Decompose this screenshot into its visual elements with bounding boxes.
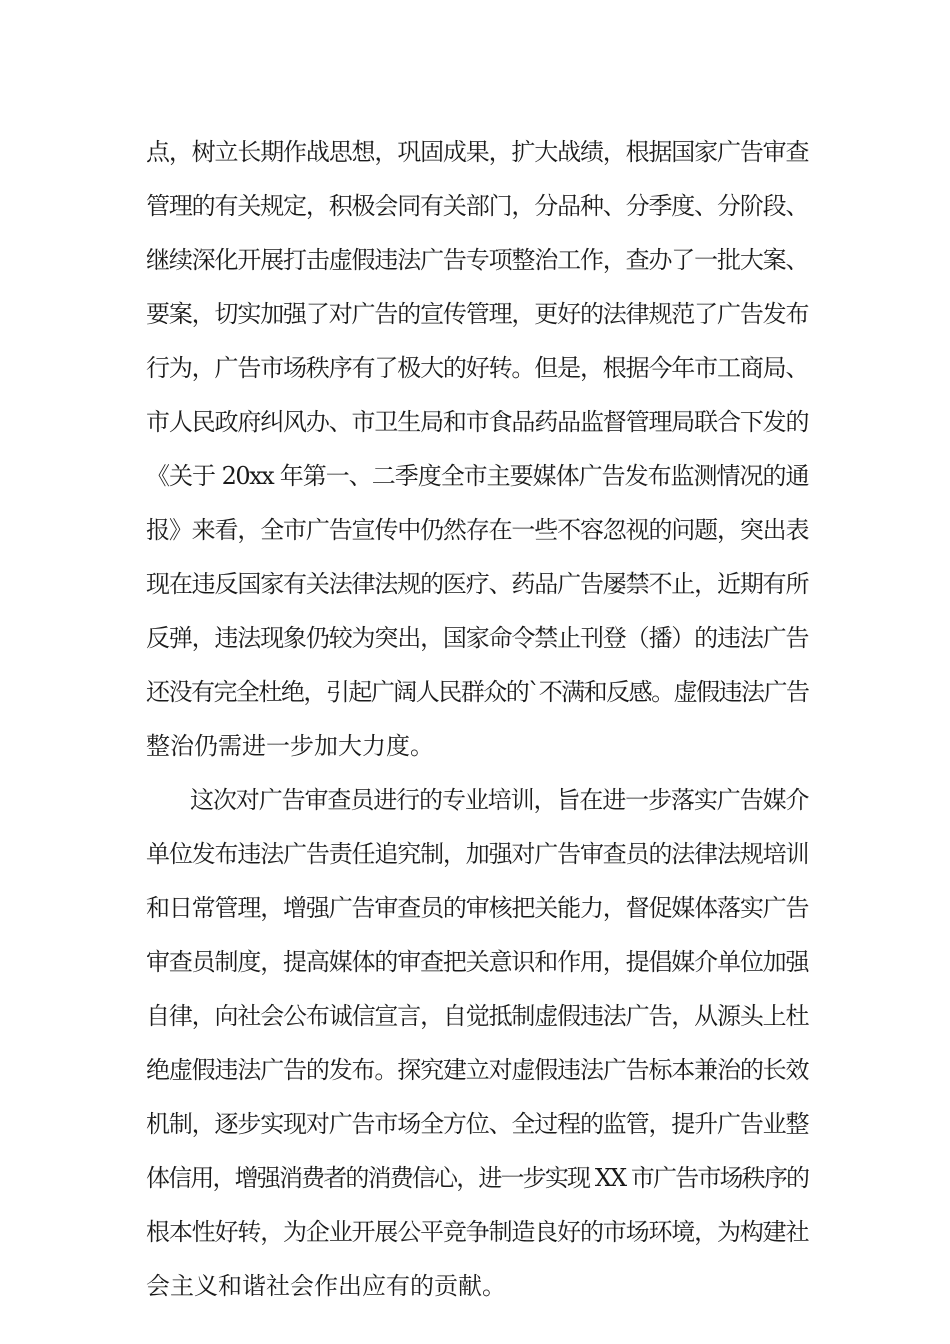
text-line: 根本性好转，为企业开展公平竞争制造良好的市场环境，为构建社: [146, 1218, 808, 1246]
text-line: 单位发布违法广告责任追究制，加强对广告审查员的法律法规培训: [146, 840, 808, 868]
text-line: 会主义和谐社会作出应有的贡献。: [146, 1272, 506, 1300]
text-line: 审查员制度，提高媒体的审查把关意识和作用，提倡媒介单位加强: [146, 948, 808, 976]
text-line: 现在违反国家有关法律法规的医疗、药品广告屡禁不止，近期有所: [146, 570, 808, 598]
text-line: 管理的有关规定，积极会同有关部门，分品种、分季度、分阶段、: [146, 192, 808, 220]
text-line: 自律，向社会公布诚信宣言，自觉抵制虚假违法广告，从源头上杜: [146, 1002, 808, 1030]
text-line: 整治仍需进一步加大力度。: [146, 732, 434, 760]
text-line: 还没有完全杜绝，引起广阔人民群众的`不满和反感。虚假违法广告: [146, 678, 808, 706]
text-line: 市人民政府纠风办、市卫生局和市食品药品监督管理局联合下发的: [146, 408, 808, 436]
text-line: 行为，广告市场秩序有了极大的好转。但是，根据今年市工商局、: [146, 354, 808, 382]
text-line: 点，树立长期作战思想，巩固成果，扩大战绩，根据国家广告审查: [146, 138, 808, 166]
text-line: 反弹，违法现象仍较为突出，国家命令禁止刊登（播）的违法广告: [146, 624, 808, 652]
text-line: 和日常管理，增强广告审查员的审核把关能力，督促媒体落实广告: [146, 894, 808, 922]
text-line: 《关于 20xx 年第一、二季度全市主要媒体广告发布监测情况的通: [146, 462, 808, 490]
text-line: 继续深化开展打击虚假违法广告专项整治工作，查办了一批大案、: [146, 246, 808, 274]
text-line: 报》来看，全市广告宣传中仍然存在一些不容忽视的问题，突出表: [146, 516, 808, 544]
text-line: 要案，切实加强了对广告的宣传管理，更好的法律规范了广告发布: [146, 300, 808, 328]
text-line: 绝虚假违法广告的发布。探究建立对虚假违法广告标本兼治的长效: [146, 1056, 808, 1084]
text-line: 这次对广告审查员进行的专业培训，旨在进一步落实广告媒介: [190, 786, 808, 814]
text-line: 机制，逐步实现对广告市场全方位、全过程的监管，提升广告业整: [146, 1110, 808, 1138]
text-line: 体信用，增强消费者的消费信心，进一步实现 XX 市广告市场秩序的: [146, 1164, 808, 1192]
